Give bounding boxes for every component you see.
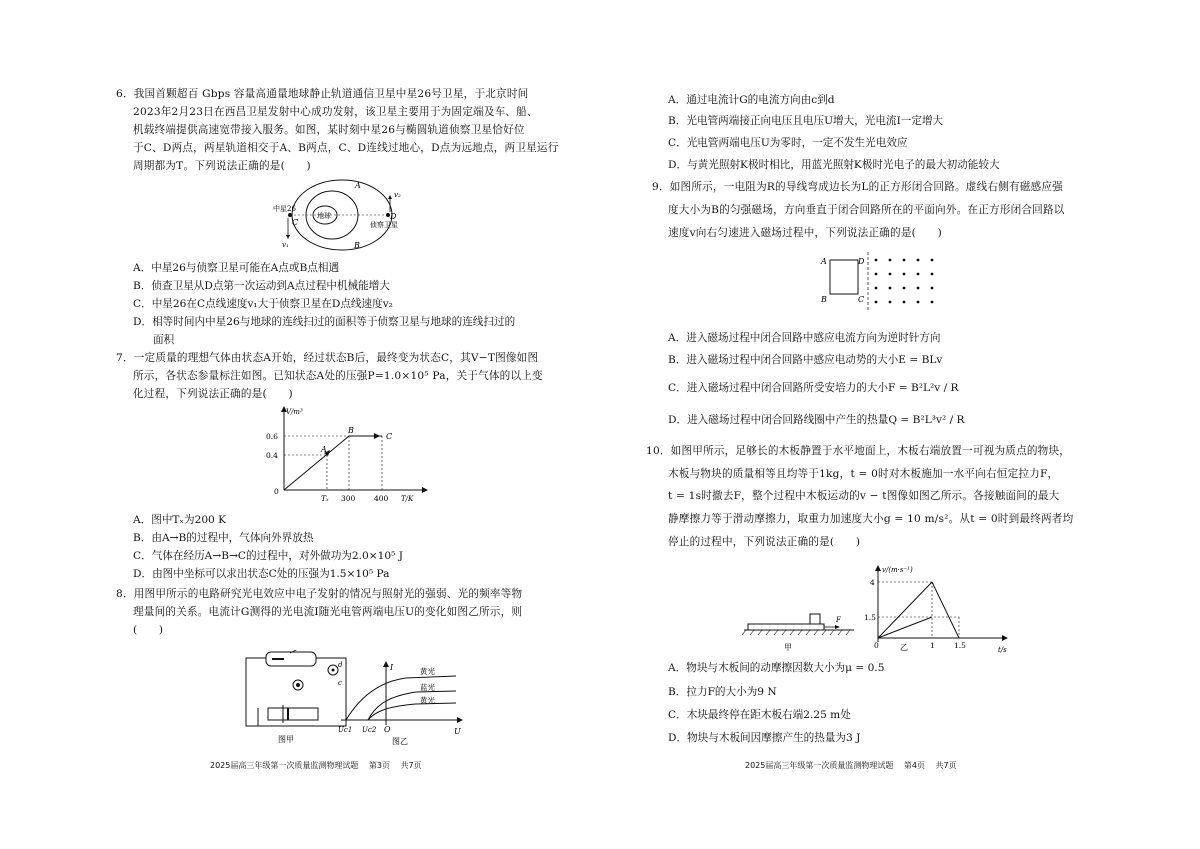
q10-option-a: A．物块与木板间的动摩擦因数大小为μ = 0.5 — [668, 662, 885, 674]
q10-ylabel: v/(m·s⁻¹) — [882, 566, 913, 574]
q6-option-d-cont: 面积 — [153, 334, 175, 346]
q7-y-04: 0.4 — [266, 451, 278, 460]
q8-graph-yellow-2: 黄光 — [420, 696, 435, 705]
q8-line-1: 8．用图甲所示的电路研究光电效应中电子发射的情况与照射光的强弱、光的频率等物 — [116, 588, 523, 600]
q8-label-d: d — [338, 661, 343, 669]
q9-label-a: A — [821, 257, 827, 266]
q7-x-tx: Tₓ — [321, 494, 329, 503]
q9-field-figure — [818, 250, 938, 312]
q7-point-a: A — [321, 445, 327, 454]
q6-line-4: 于C、D两点，两星轨道相交于A、B两点，C、D连线过地心，D点为远地点，两卫星运行 — [133, 142, 559, 154]
q9-option-a: A．进入磁场过程中闭合回路中感应电流方向为逆时针方向 — [668, 332, 941, 344]
q10-line-2: 木板与物块的质量相等且均等于1kg，t = 0时对木板施加一水平向右恒定拉力F， — [668, 468, 1059, 480]
q10-xlabel: t/s — [998, 646, 1007, 654]
q9-option-c: C．进入磁场过程中闭合回路所受安培力的大小F = B²L²v / R — [668, 382, 959, 394]
q9-line-3: 速度v向右匀速进入磁场过程中，下列说法正确的是( ) — [668, 227, 942, 239]
q6-fig-A: A — [355, 181, 361, 190]
q8-iu-graph — [336, 660, 466, 745]
q10-caption-a: 甲 — [784, 643, 792, 652]
left-footer: 2025届高三年级第一次质量监测物理试题 第3页 共7页 — [210, 761, 422, 770]
q6-line-5: 周期都为T。下列说法正确的是( ) — [133, 160, 311, 172]
q9-label-d: D — [858, 257, 865, 266]
q6-option-b: B．侦查卫星从D点第一次运动到A点过程中机械能增大 — [133, 280, 390, 292]
q8-option-a: A．通过电流计G的电流方向由c到d — [668, 94, 835, 106]
q8-line-3: ( ) — [133, 624, 164, 636]
q10-option-c: C．木块最终停在距木板右端2.25 m处 — [668, 709, 851, 721]
q7-option-d: D．由图中坐标可以求出状态C处的压强为1.5×10⁵ Pa — [133, 568, 390, 580]
q9-line-2: 度大小为B的匀强磁场，方向垂直于闭合回路所在的平面向外。在正方形闭合回路以 — [668, 204, 1065, 216]
q8-option-d: D．与黄光照射K极时相比，用蓝光照射K极时光电子的最大初动能较大 — [668, 159, 1000, 171]
q7-y-06: 0.6 — [266, 432, 278, 441]
q6-fig-v1: v₁ — [282, 241, 289, 249]
q8-graph-i: I — [390, 663, 394, 672]
q10-vt-graph — [864, 562, 1014, 656]
q6-line-1: 6．我国首颗超百 Gbps 容量高通量地球静止轨道通信卫星中星26号卫星，于北京时间 — [116, 88, 529, 100]
q7-line-3: 化过程，下列说法正确的是( ) — [133, 388, 293, 400]
q6-line-3: 机载终端提供高速宽带接入服务。如图，某时刻中星26与椭圆轨道侦察卫星恰好位 — [133, 124, 525, 136]
q6-orbit-figure — [270, 175, 420, 255]
q9-option-b: B．进入磁场过程中闭合回路中感应电动势的大小E = BLv — [668, 354, 943, 366]
q6-option-d: D．相等时间内中星26与地球的连线扫过的面积等于侦察卫星与地球的连线扫过的 — [133, 316, 516, 328]
q10-option-d: D．物块与木板间因摩擦产生的热量为3 J — [668, 732, 861, 744]
q8-graph-uc1: Uc1 — [338, 726, 353, 734]
q7-line-2: 所示，各状态参量标注如图。已知状态A处的压强P=1.0×10⁵ Pa，关于气体的以上变 — [133, 370, 543, 382]
q6-fig-sat2: 侦察卫星 — [370, 221, 398, 229]
q10-line-5: 停止的过程中，下列说法正确的是( ) — [668, 536, 861, 548]
q8-graph-o: O — [384, 725, 391, 734]
q8-line-2: 理量间的关系。电流计G测得的光电流I随光电管两端电压U的变化如图乙所示，则 — [133, 606, 523, 618]
q10-x-15: 1.5 — [954, 641, 966, 650]
q10-y-4: 4 — [870, 578, 875, 587]
right-footer: 2025届高三年级第一次质量监测物理试题 第4页 共7页 — [745, 761, 957, 770]
q8-caption-a: 图甲 — [278, 735, 294, 744]
q8-option-b: B．光电管两端接正向电压且电压U增大，光电流I一定增大 — [668, 115, 944, 127]
q6-option-a: A．中星26与侦察卫星可能在A点或B点相遇 — [133, 262, 340, 274]
q7-vt-graph — [262, 404, 432, 504]
q7-x-400: 400 — [374, 494, 389, 503]
q9-field-dots — [875, 259, 934, 304]
q8-option-c: C．光电管两端电压U为零时，一定不发生光电效应 — [668, 137, 908, 149]
q6-fig-D: D — [390, 212, 397, 221]
q6-fig-earth: 地球 — [317, 212, 331, 220]
q8-graph-blue: 蓝光 — [420, 683, 435, 692]
q7-option-a: A．图中Tₓ为200 K — [133, 514, 227, 526]
q6-fig-sat1: 中星26 — [273, 205, 296, 213]
q9-label-c: C — [858, 295, 865, 304]
q8-graph-uc2: Uc2 — [362, 726, 377, 734]
q10-board-figure — [742, 600, 857, 656]
q6-option-c: C．中星26在C点线速度v₁大于侦察卫星在D点线速度v₂ — [133, 298, 393, 310]
q8-label-c: c — [338, 679, 342, 687]
q10-origin: 0 — [874, 641, 879, 650]
q7-xlabel: T/K — [401, 495, 414, 503]
q7-origin: 0 — [274, 487, 279, 496]
q7-line-1: 7．一定质量的理想气体由状态A开始，经过状态B后，最终变为状态C，其V−T图像如图 — [116, 352, 539, 364]
q10-x-1: 1 — [930, 641, 935, 650]
q9-line-1: 9．如图所示，一电阻为R的导线弯成边长为L的正方形闭合回路。虚线右侧有磁感应强 — [652, 181, 1063, 193]
q6-fig-v2: v₂ — [394, 191, 401, 199]
q7-x-300: 300 — [341, 494, 356, 503]
q10-caption-b: 乙 — [900, 643, 908, 652]
q8-caption-b: 图乙 — [392, 737, 408, 745]
q8-graph-yellow-1: 黄光 — [420, 667, 435, 676]
q6-fig-C: C — [292, 218, 299, 227]
q7-point-b: B — [348, 426, 354, 435]
q8-graph-u: U — [454, 727, 461, 736]
q7-option-b: B．由A→B的过程中，气体向外界放热 — [133, 532, 314, 544]
q7-ylabel: V/m³ — [286, 408, 303, 416]
q6-fig-B: B — [354, 241, 360, 250]
q10-line-4: 静摩擦力等于滑动摩擦力，取重力加速度大小g = 10 m/s²。从t = 0时到最终两者均 — [668, 513, 1074, 525]
q10-y-15: 1.5 — [864, 613, 876, 622]
q6-line-2: 2023年2月23日在西昌卫星发射中心成功发射，该卫星主要用于为固定端及车、船、 — [133, 106, 538, 118]
q7-point-c: C — [386, 432, 393, 441]
q9-option-d: D．进入磁场过程中闭合回路线圈中产生的热量Q = B²L³v² / R — [668, 414, 965, 426]
q10-option-b: B．拉力F的大小为9 N — [668, 686, 777, 698]
q10-line-1: 10．如图甲所示，足够长的木板静置于水平地面上，木板右端放置一可视为质点的物块， — [646, 445, 1071, 457]
q10-line-3: t = 1s时撤去F，整个过程中木板运动的v − t图像如图乙所示。各接触面间的最大 — [668, 490, 1060, 502]
q9-label-b: B — [821, 295, 827, 304]
q7-option-c: C．气体在经历A→B→C的过程中，对外做功为2.0×10⁵ J — [133, 550, 403, 562]
q10-label-f: F — [836, 616, 841, 624]
